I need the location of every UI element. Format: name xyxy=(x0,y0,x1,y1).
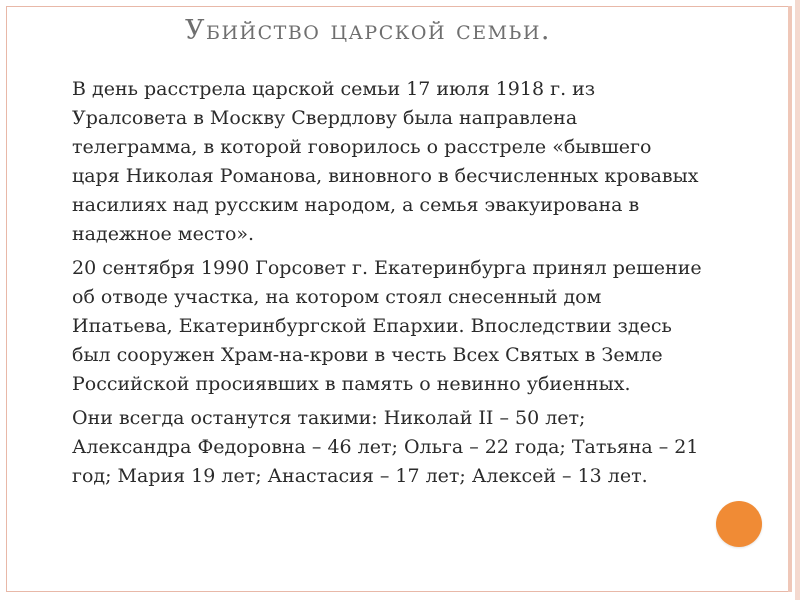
bullet-item xyxy=(43,254,703,399)
bullet-item xyxy=(43,75,703,249)
bullet-item xyxy=(43,404,703,491)
bullet-text: В день расстрела царской семьи 17 июля 1918 г. из Уралсовета в Москву Свердлову была направлена телеграмма, в которой говорилось о расстреле «бывшего царя Николая Романова, виновного в бесчисленных кровавых насилиях над русским народом, а семья эвакуирована в надежное место». xyxy=(72,78,699,245)
bullet-list xyxy=(43,75,703,496)
bullet-text: 20 сентября 1990 Горсовет г. Екатеринбурга принял решение об отводе участка, на котором стоял снесенный дом Ипатьева, Екатеринбургской Епархии. Впоследствии здесь был сооружен Храм-на-крови в честь Всех Святых в Земле Российской просиявших в память о невинно убиенных. xyxy=(72,257,702,395)
bullet-text: Они всегда останутся такими: Николай II – 50 лет; Александра Федоровна – 46 лет; Ольга – 22 года; Татьяна – 21 год; Мария 19 лет; Анастасия – 17 лет; Алексей – 13 лет. xyxy=(72,407,699,487)
accent-circle-icon xyxy=(716,501,762,547)
slide-title: Убийство царской семьи. xyxy=(185,15,551,46)
decorative-right-bar xyxy=(788,6,792,592)
decorative-right-edge xyxy=(795,0,800,600)
